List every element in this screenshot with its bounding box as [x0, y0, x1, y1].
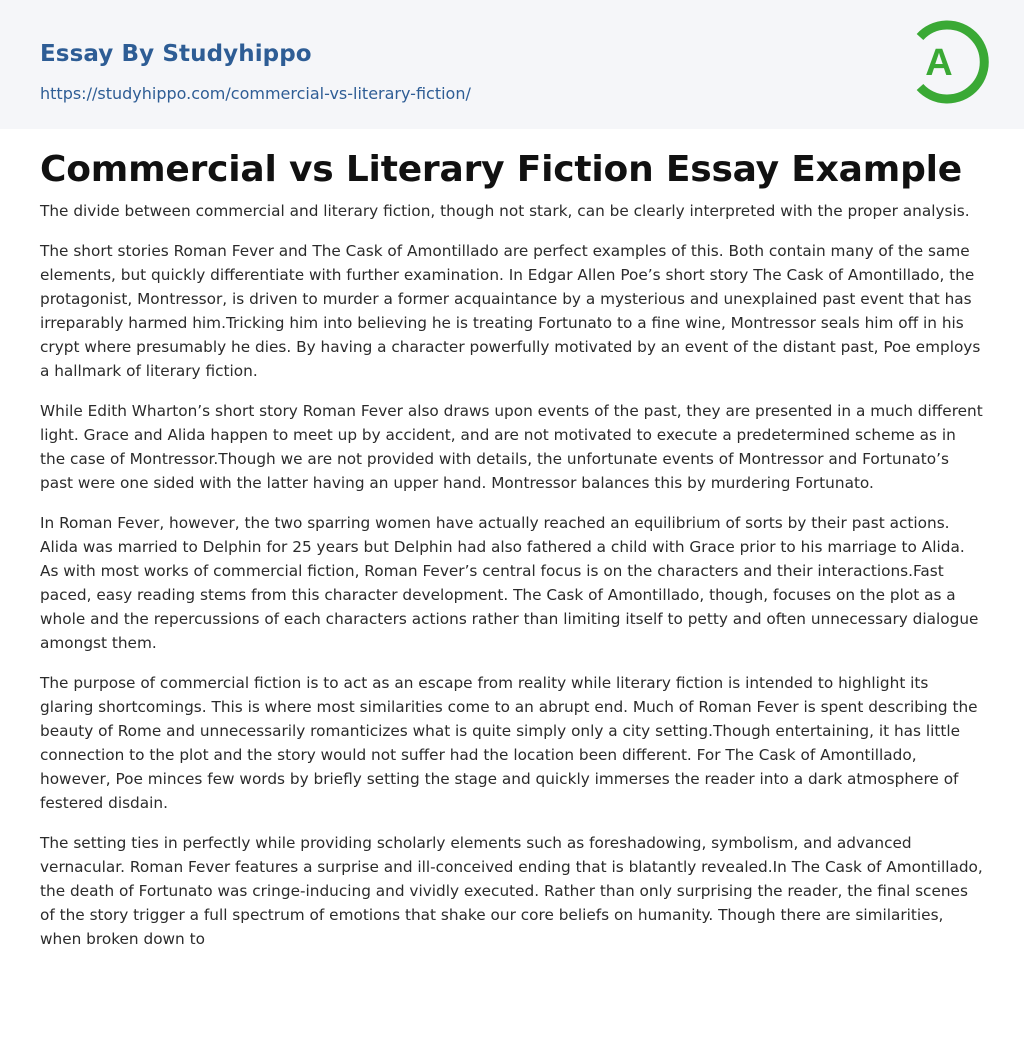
- article-paragraph: While Edith Wharton’s short story Roman Fever also draws upon events of the past, they are presented in a much different light. Grace and Alida happen to meet up by accident, and are not motivated to execute a predetermined scheme as in the case of Montressor.Though we are not provided with details, the unfortunate events of Montressor and Fortunato’s past were one sided with the latter having an upper hand. Montressor balances this by murdering Fortunato.: [40, 402, 983, 492]
- article-paragraph: In Roman Fever, however, the two sparring women have actually reached an equilibrium of sorts by their past actions. Alida was married to Delphin for 25 years but Delphin had also fathered a child with Grace prior to his marriage to Alida. As with most works of commercial fiction, Roman Fever’s central focus is on the characters and their interactions.Fast paced, easy reading stems from this character development. The Cask of Amontillado, though, focuses on the plot as a whole and the repercussions of each characters actions rather than limiting itself to petty and often unnecessary dialogue amongst them.: [40, 514, 979, 652]
- studyhippo-logo-icon[interactable]: [906, 17, 990, 107]
- site-brand[interactable]: Essay By Studyhippo: [40, 41, 312, 67]
- article-paragraph: The purpose of commercial fiction is to act as an escape from reality while literary fiction is intended to highlight its glaring shortcomings. This is where most similarities come to an abrupt end. Much of Roman Fever is spent describing the beauty of Rome and unnecessarily romanticizes what is quite simply only a city setting.Though entertaining, it has little connection to the plot and the story would not suffer had the location been different. For The Cask of Amontillado, however, Poe minces few words by briefly setting the stage and quickly immerses the reader into a dark atmosphere of festered disdain.: [40, 674, 978, 812]
- article: [0, 147, 1024, 951]
- page-title: Commercial vs Literary Fiction Essay Example: [40, 149, 963, 190]
- article-paragraph: The short stories Roman Fever and The Cask of Amontillado are perfect examples of this. Both contain many of the same elements, but quickly differentiate with further examination. In Edgar Allen Poe’s short story The Cask of Amontillado, the protagonist, Montressor, is driven to murder a former acquaintance by a mysterious and unexplained past event that has irreparably harmed him.Tricking him into believing he is treating Fortunato to a fine wine, Montressor seals him off in his crypt where presumably he dies. By having a character powerfully motivated by an event of the distant past, Poe employs a hallmark of literary fiction.: [40, 242, 981, 380]
- site-header: [0, 0, 1024, 129]
- article-paragraph: The setting ties in perfectly while providing scholarly elements such as foreshadowing, symbolism, and advanced vernacular. Roman Fever features a surprise and ill-conceived ending that is blatantly revealed.In The Cask of Amontillado, the death of Fortunato was cringe-inducing and vividly executed. Rather than only surprising the reader, the final scenes of the story trigger a full spectrum of emotions that shake our core beliefs on humanity. Though there are similarities, when broken down to: [40, 834, 983, 948]
- logo-letter: A: [925, 42, 953, 84]
- page-url-link[interactable]: https://studyhippo.com/commercial-vs-literary-fiction/: [40, 84, 471, 103]
- article-paragraph: The divide between commercial and literary fiction, though not stark, can be clearly interpreted with the proper analysis.: [40, 202, 970, 220]
